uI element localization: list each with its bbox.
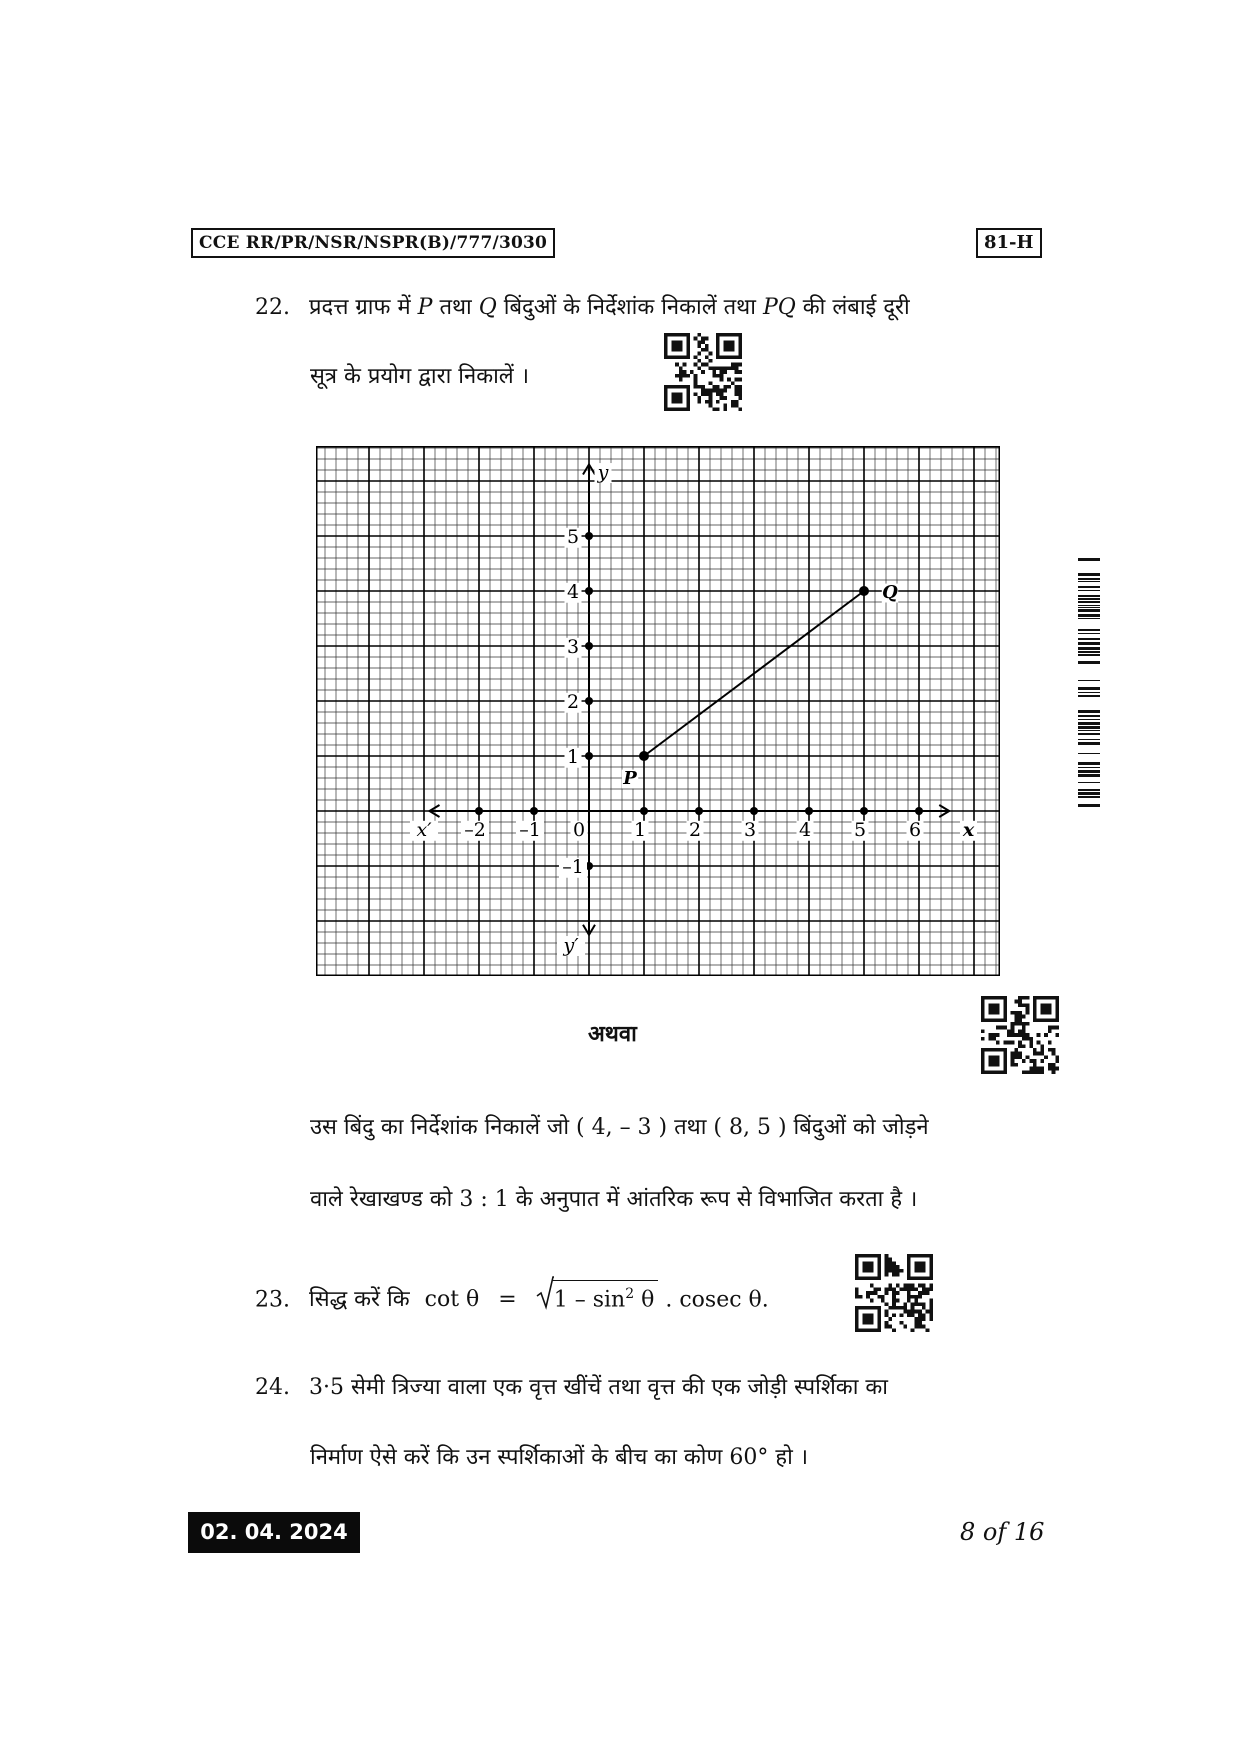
x-tick-label: 6 — [908, 819, 922, 841]
y-tick-dot — [585, 752, 593, 760]
exam-date: 02. 04. 2024 — [188, 1512, 360, 1553]
segment-pq-label: PQ — [762, 295, 796, 320]
question-text: बिंदुओं के निर्देशांक निकालें तथा — [503, 295, 756, 320]
qr-code-modules — [855, 1254, 933, 1332]
question-text: 3·5 सेमी त्रिज्या वाला एक वृत्त खींचें तथा वृत्त की एक जोड़ी स्पर्शिका का — [309, 1375, 888, 1400]
x-tick-dot — [695, 807, 703, 815]
question-number: 23. — [255, 1287, 290, 1313]
point-q-label: Q — [882, 582, 898, 603]
qr-code-modules — [981, 996, 1059, 1074]
equation-rhs: . cosec θ. — [665, 1287, 769, 1313]
x-tick-dot — [750, 807, 758, 815]
question-text: तथा — [439, 295, 472, 320]
x-tick-label: 5 — [853, 819, 867, 841]
coordinate-graph — [316, 446, 1000, 976]
y-tick-label: 1 — [566, 746, 580, 768]
question-number: 22. — [255, 295, 290, 320]
y-axis-label: y — [597, 461, 609, 484]
point-q-label: Q — [478, 295, 497, 320]
x-tick-label: 0 — [572, 819, 586, 841]
page-number: 8 of 16 — [960, 1518, 1045, 1546]
question-text: सिद्ध करें कि — [309, 1287, 410, 1313]
x-tick-dot — [530, 807, 538, 815]
x-tick-label: 2 — [688, 819, 702, 841]
y-tick-label: 5 — [566, 526, 580, 548]
qr-code-modules — [664, 333, 742, 411]
question-23 — [255, 1280, 769, 1315]
question-24-line-2: निर्माण ऐसे करें कि उन स्पर्शिकाओं के बीच का कोण 60° हो । — [310, 1445, 809, 1470]
barcode-bars — [1078, 558, 1100, 807]
x-tick-label: 3 — [743, 819, 757, 841]
y-tick-dot — [585, 642, 593, 650]
question-22-alt-line-2: वाले रेखाखण्ड को 3 : 1 के अनुपात में आंतरिक रूप से विभाजित करता है । — [310, 1187, 918, 1212]
y-tick-dot — [585, 697, 593, 705]
barcode-icon — [1078, 558, 1100, 808]
y-tick-label: 3 — [566, 636, 580, 658]
equals-sign: = — [498, 1287, 517, 1313]
x-tick-label: –2 — [464, 819, 486, 841]
y-tick-label: –1 — [562, 856, 584, 878]
x-tick-label: 1 — [633, 819, 647, 841]
qr-code-icon — [855, 1254, 933, 1332]
y-tick-dot — [585, 532, 593, 540]
point-p — [639, 751, 649, 761]
y-tick-label: 2 — [566, 691, 580, 713]
radical-sign-icon — [536, 1276, 554, 1310]
x-tick-dot — [640, 807, 648, 815]
question-24 — [255, 1373, 888, 1403]
qr-code-icon — [664, 333, 742, 411]
question-22 — [255, 293, 1060, 323]
square-root — [536, 1280, 659, 1315]
point-q — [859, 586, 869, 596]
question-22-alt-line-1: उस बिंदु का निर्देशांक निकालें जो ( 4, – 3 ) तथा ( 8, 5 ) बिंदुओं को जोड़ने — [310, 1115, 929, 1140]
equation-lhs: cot θ — [424, 1287, 480, 1313]
qr-code-icon — [981, 996, 1059, 1074]
y-tick-dot — [585, 587, 593, 595]
question-text: की लंबाई दूरी — [802, 295, 910, 320]
or-label: अथवा — [588, 1021, 637, 1047]
paper-code: CCE RR/PR/NSR/NSPR(B)/777/3030 — [191, 228, 555, 258]
point-p-label: P — [623, 768, 637, 789]
radicand: $1 - \sin^2 \theta$ — [552, 1280, 659, 1313]
y-axis-neg-label: y′ — [563, 934, 579, 957]
x-tick-label: –1 — [519, 819, 541, 841]
x-tick-dot — [805, 807, 813, 815]
x-tick-dot — [860, 807, 868, 815]
question-22-line-2: सूत्र के प्रयोग द्वारा निकालें । — [310, 364, 530, 389]
graph-paper — [316, 446, 1000, 976]
point-p-label: P — [417, 295, 433, 320]
question-number: 24. — [255, 1375, 290, 1400]
x-tick-label: 4 — [798, 819, 812, 841]
paper-number: 81-H — [976, 228, 1042, 258]
question-text: प्रदत्त ग्राफ में — [309, 295, 411, 320]
x-tick-dot — [475, 807, 483, 815]
y-tick-label: 4 — [566, 581, 580, 603]
x-tick-dot — [915, 807, 923, 815]
x-axis-neg-label: x′ — [416, 819, 432, 841]
x-axis-label: x — [962, 819, 975, 841]
